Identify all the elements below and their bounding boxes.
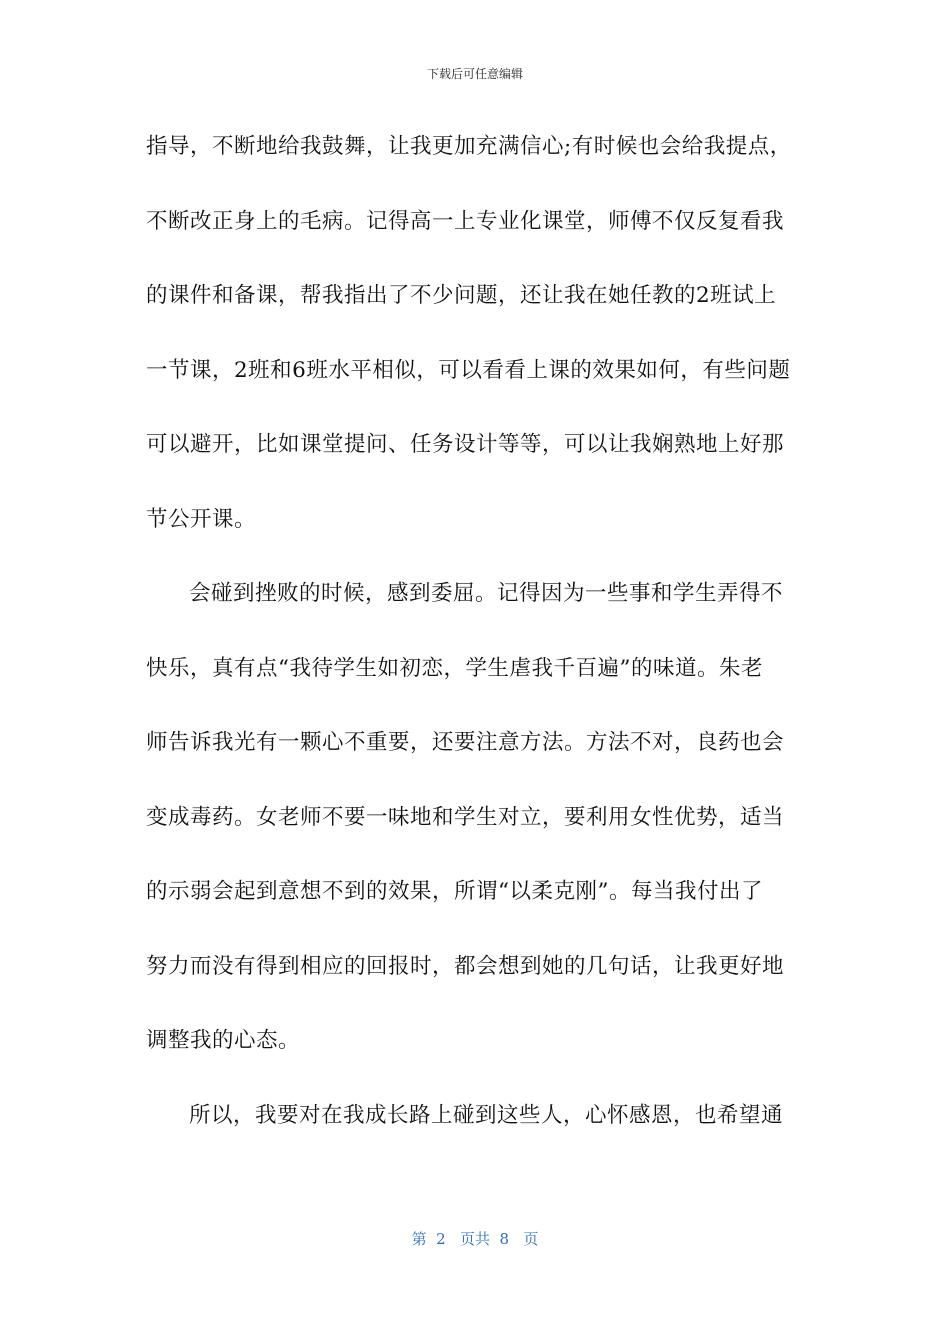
document-body [146, 122, 811, 1165]
text-line: 的示弱会起到意想不到的效果，所谓“以柔克刚”。每当我付出了 [146, 879, 763, 904]
page-number-footer: 第 2 页共 8 页 [411, 1230, 539, 1248]
text-line: 指导，不断地给我鼓舞，让我更加充满信心;有时候也会给我提点， [146, 134, 792, 159]
text-line: 师告诉我光有一颗心不重要，还要注意方法。方法不对，良药也会 [146, 730, 785, 755]
text-line: 一节课，2班和6班水平相似，可以看看上课的效果如何，有些问题 [146, 357, 791, 383]
text-line: 节公开课。 [146, 506, 257, 532]
text-line: 快乐，真有点“我待学生如初恋，学生虐我千百遍”的味道。朱老 [146, 655, 763, 681]
paragraph-start-line: 会碰到挫败的时候，感到委屈。记得因为一些事和学生弄得不 [189, 581, 784, 606]
text-line: 不断改正身上的毛病。记得高一上专业化课堂，师傅不仅反复看我 [146, 208, 785, 234]
text-line: 努力而没有得到相应的回报时，都会想到她的几句话，让我更好地 [146, 953, 785, 979]
text-line: 调整我的心态。 [146, 1028, 301, 1053]
text-line: 的课件和备课，帮我指出了不少问题，还让我在她任教的2班试上 [146, 283, 777, 308]
text-line: 可以避开，比如课堂提问、任务设计等等，可以让我娴熟地上好那 [146, 432, 785, 457]
paragraph-start-line: 所以，我要对在我成长路上碰到这些人，心怀感恩，也希望通 [189, 1102, 784, 1128]
page-header: 下载后可任意编辑 [426, 67, 523, 81]
text-line: 变成毒药。女老师不要一味地和学生对立，要利用女性优势，适当 [146, 804, 785, 830]
